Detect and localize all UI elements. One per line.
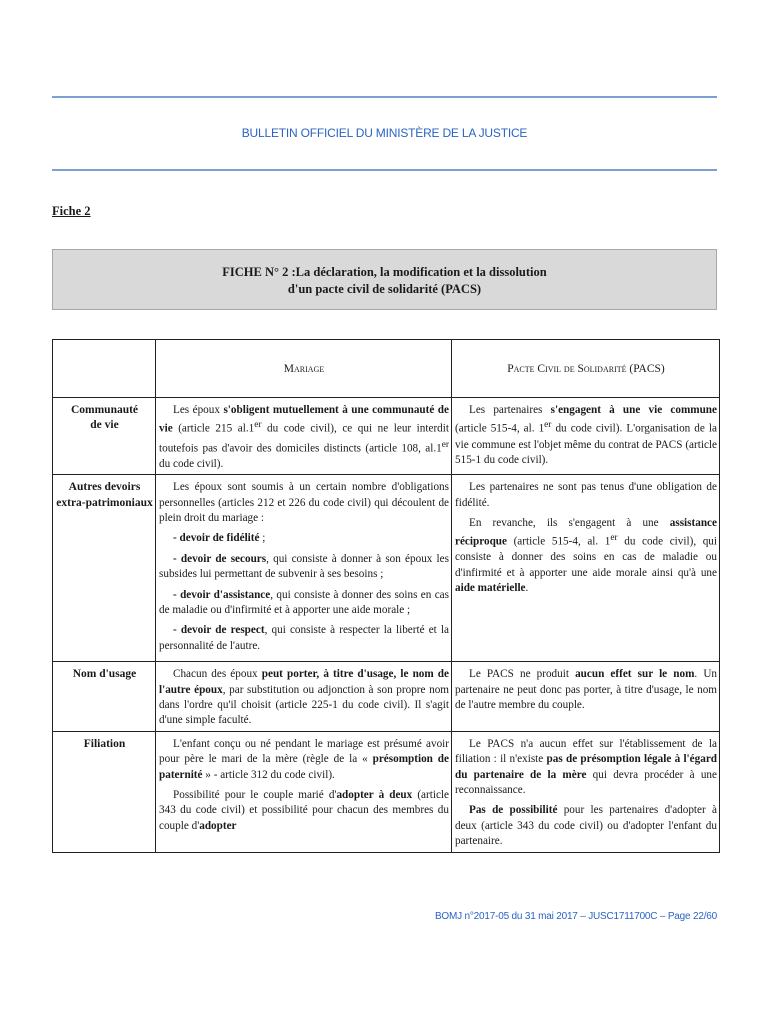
fiche-title-line1: FICHE N° 2 :La déclaration, la modification et la dissolution [222, 265, 547, 279]
fiche-title-line2: d'un pacte civil de solidarité (PACS) [287, 282, 482, 296]
row-label-line: Communauté [70, 404, 139, 416]
row-label-devoirs: Autres devoirs extra-patrimoniaux [53, 475, 156, 662]
cell-mariage-filiation: L'enfant conçu ou né pendant le mariage est présumé avoir pour père le mari de la mère (règle de la « présomption de paternité » - article 312 du code civil). Possibilité pour le couple marié d'adopter à deux (article 343 du code civil) et possibilité pour chacun des membres du couple d'adopter [156, 731, 452, 852]
comparison-table [52, 339, 720, 853]
row-label-line: de vie [90, 419, 119, 432]
table-row-filiation [53, 731, 720, 852]
cell-pacs-usage: Le PACS ne produit aucun effet sur le nom. Un partenaire ne peut donc pas porter, à titre d'usage, le nom de l'autre membre du couple. [452, 662, 720, 732]
cell-pacs-communaute: Les partenaires s'engagent à une vie commune (article 515-4, al. 1er du code civil). L'organisation de la vie commune est l'objet même du contrat de PACS (article 515-1 du code civil). [452, 398, 720, 475]
header-mariage: Mariage [156, 340, 452, 398]
row-label-filiation: Filiation [53, 731, 156, 852]
cell-mariage-communaute: Les époux s'obligent mutuellement à une communauté de vie (article 215 al.1er du code civil), ce qui ne leur interdit toutefois pas d'avoir des domiciles distincts (article 108, al.1er du code civil). [156, 398, 452, 475]
table-row-usage [53, 662, 720, 732]
header-rule-top [52, 96, 717, 98]
cell-pacs-filiation: Le PACS n'a aucun effet sur l'établissement de la filiation : il n'existe pas de présomption légale à l'égard du partenaire de la mère qui devra procéder à une reconnaissance. Pas de possibilité pour les partenaires d'adopter à deux (article 343 du code civil) ou d'adopter l'enfant du partenaire. [452, 731, 720, 852]
footer-reference: BOMJ n°2017-05 du 31 mai 2017 – JUSC1711700C – Page 22/60 [434, 911, 717, 922]
cell-pacs-devoirs: Les partenaires ne sont pas tenus d'une obligation de fidélité. En revanche, ils s'engagent à une assistance réciproque (article 515-4, al. 1er du code civil), qui consiste à donner des soins en cas de maladie ou d'infirmité et à apporter une aide morale ainsi qu'à une aide matérielle. [452, 475, 720, 662]
header-rule-bottom [52, 169, 717, 171]
devoirs-pacs-p1: Les partenaires ne sont pas tenus d'une obligation de fidélité. [455, 481, 717, 509]
table-header-row [53, 340, 720, 398]
row-label-usage: Nom d'usage [53, 662, 156, 732]
cell-mariage-devoirs: Les époux sont soumis à un certain nombre d'obligations personnelles (articles 212 et 226 du code civil) qui découlent de plein droit du mariage : - devoir de fidélité ; - devoir de secours, qui consiste à donner à son époux les subsides lui permettant de subvenir à ses besoins ; - devoir d'assistance, qui consiste à donner des soins en cas de maladie ou d'infirmité et à apporter une aide morale ; - devoir de respect, qui consiste à respecter la liberté et la personnalité de l'autre. [156, 475, 452, 662]
table-row-communaute [53, 398, 720, 475]
header-pacs: Pacte Civil de Solidarité (PACS) [452, 340, 720, 398]
table-row-devoirs [53, 475, 720, 662]
header-blank-cell [53, 340, 156, 398]
row-label-communaute [53, 398, 156, 475]
cell-mariage-usage: Chacun des époux peut porter, à titre d'usage, le nom de l'autre époux, par substitution ou adjonction à son propre nom dans l'ordre qu'il choisit (article 225-1 du code civil). Il s'agit d'une simple faculté. [156, 662, 452, 732]
fiche-label: Fiche 2 [52, 204, 91, 218]
fiche-title-box [52, 249, 717, 310]
bulletin-title: BULLETIN OFFICIEL DU MINISTÈRE DE LA JUSTICE [241, 126, 528, 140]
devoirs-intro: Les époux sont soumis à un certain nombre d'obligations personnelles (articles 212 et 226 du code civil) qui découlent de plein droit du mariage : [159, 481, 449, 524]
